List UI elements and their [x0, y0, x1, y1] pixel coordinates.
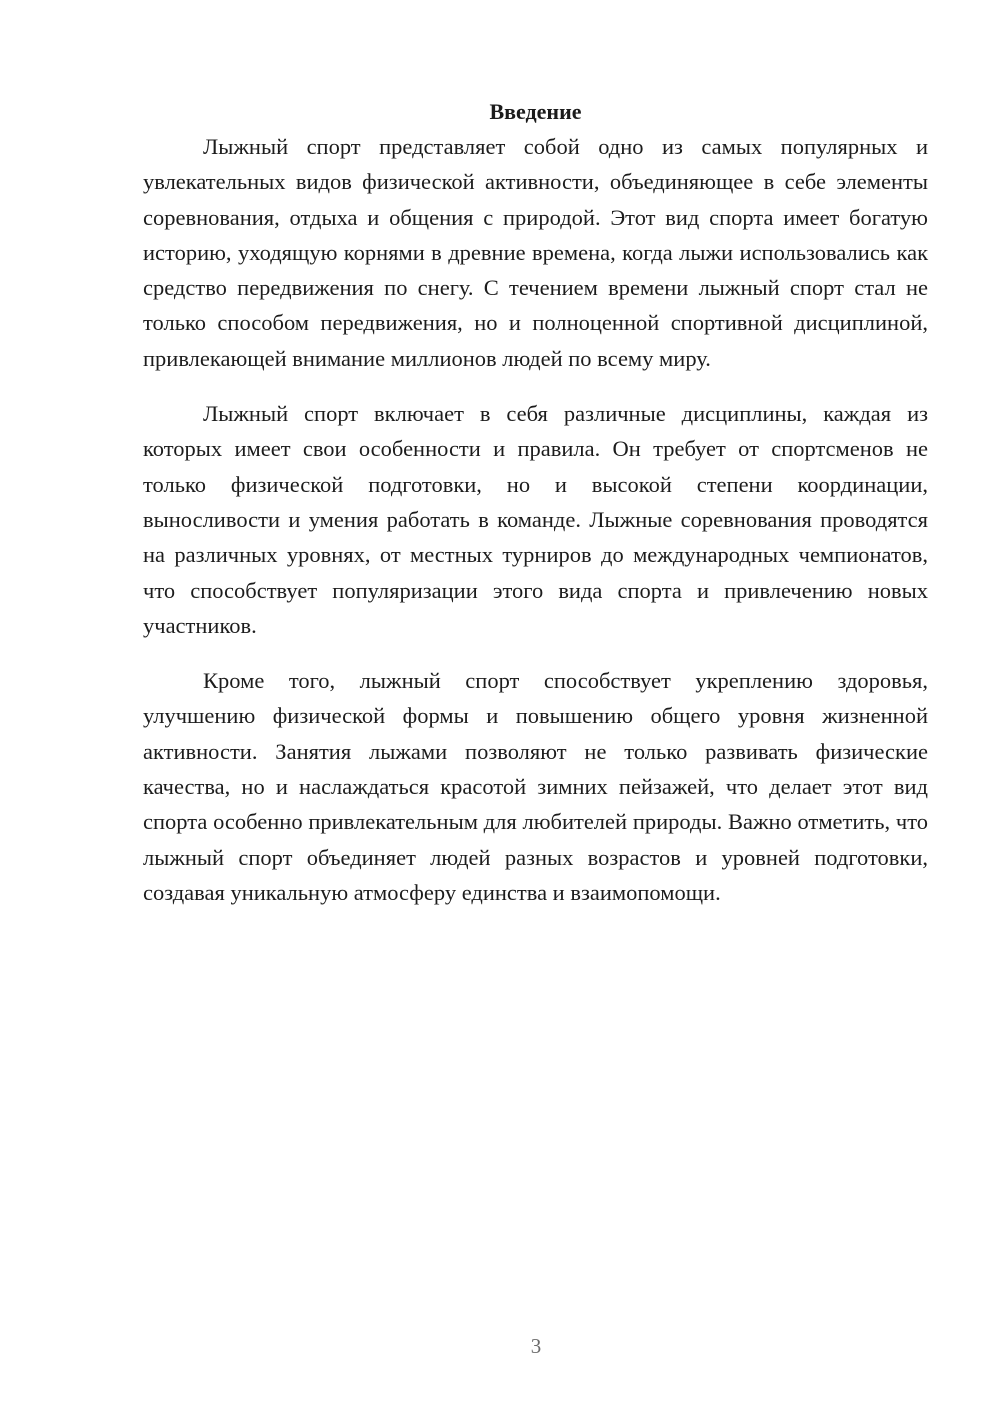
- paragraph-3: Кроме того, лыжный спорт способствует укреплению здоровья, улучшению физической формы и повышению общего уровня жизненной активности. Занятия лыжами позволяют не только развивать физические качества, но и наслаждаться красотой зимних пейзажей, что делает этот вид спорта особенно привлекательным для любителей природы. Важно отметить, что лыжный спорт объединяет людей разных возрастов и уровней подготовки, создавая уникальную атмосферу единства и взаимопомощи.: [143, 668, 928, 905]
- paragraph-2: Лыжный спорт включает в себя различные дисциплины, каждая из которых имеет свои особенности и правила. Он требует от спортсменов не только физической подготовки, но и высокой степени координации, выносливости и умения работать в команде. Лыжные соревнования проводятся на различных уровнях, от местных турниров до международных чемпионатов, что способствует популяризации этого вида спорта и привлечению новых участников.: [143, 401, 928, 638]
- paragraph-1: Лыжный спорт представляет собой одно из самых популярных и увлекательных видов физической активности, объединяющее в себе элементы соревнования, отдыха и общения с природой. Этот вид спорта имеет богатую историю, уходящую корнями в древние времена, когда лыжи использовались как средство передвижения по снегу. С течением времени лыжный спорт стал не только способом передвижения, но и полноценной спортивной дисциплиной, привлекающей внимание миллионов людей по всему миру.: [143, 134, 928, 371]
- page-number: 3: [530, 1334, 542, 1358]
- section-heading: Введение: [489, 99, 582, 124]
- page-content: [143, 94, 928, 910]
